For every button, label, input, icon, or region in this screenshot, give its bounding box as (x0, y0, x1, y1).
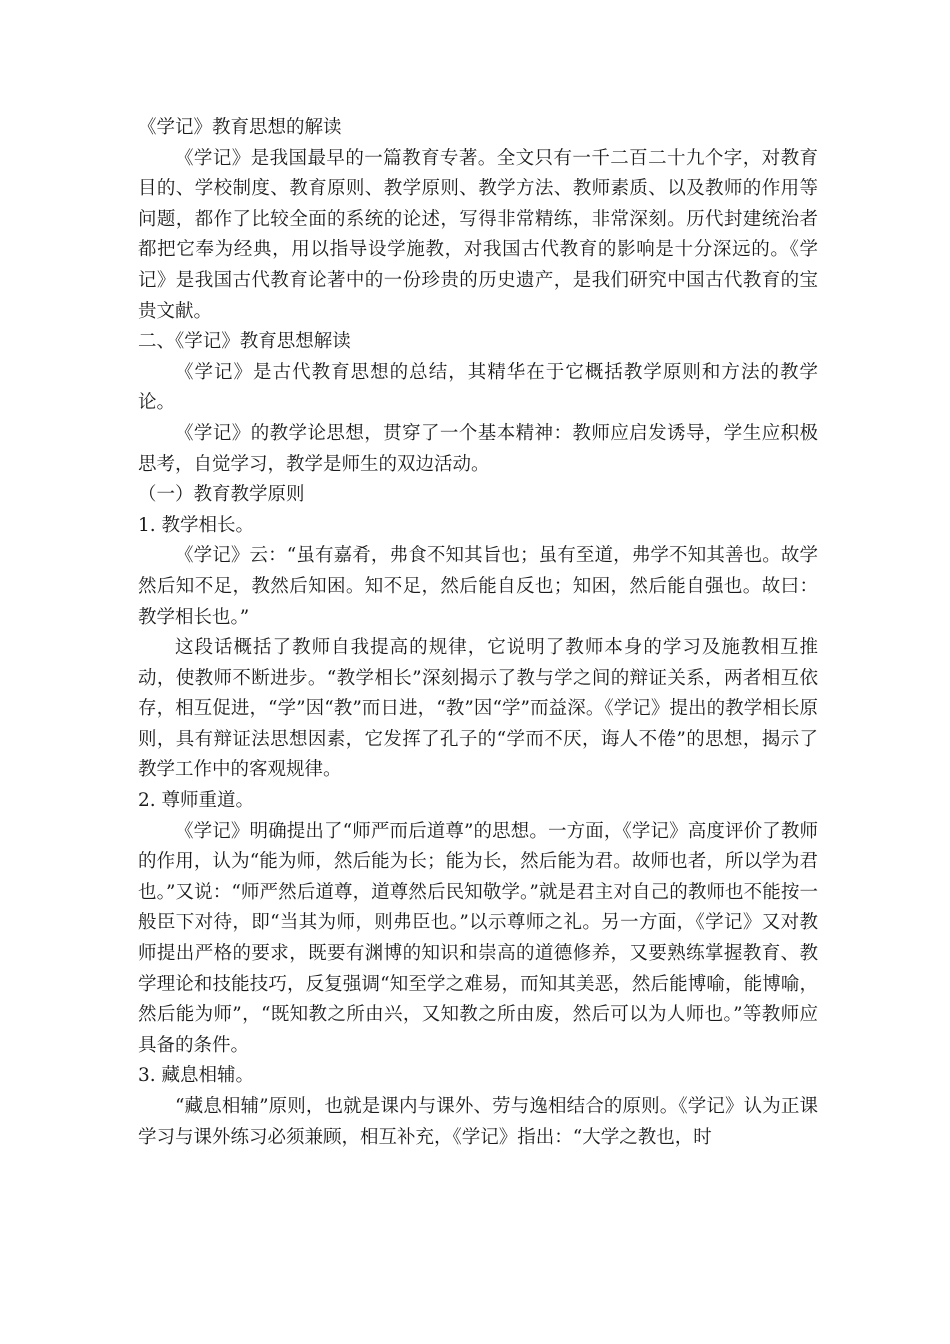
item-heading-1: 1. 教学相长。 (138, 514, 255, 536)
subsection-heading-principles: （一）教育教学原则 (138, 484, 305, 506)
item-heading-2: 2. 尊师重道。 (138, 790, 255, 812)
paragraph-quote-1: 《学记》云：“虽有嘉肴，弗食不知其旨也；虽有至道，弗学不知其善也。故学然后知不足，教然后知困。知不足，然后能自反也；知困，然后能自强也。故曰：教学相长也。” (138, 545, 818, 628)
paragraph-spirit: 《学记》的教学论思想，贯穿了一个基本精神：教师应启发诱导，学生应积极思考，自觉学习，教学是师生的双边活动。 (138, 422, 818, 475)
item-heading-3: 3. 藏息相辅。 (138, 1065, 255, 1087)
paragraph-summary: 《学记》是古代教育思想的总结，其精华在于它概括教学原则和方法的教学论。 (138, 361, 818, 414)
document-title: 《学记》教育思想的解读 (138, 117, 342, 138)
document-body (138, 113, 818, 1153)
section-heading-2: 二、《学记》教育思想解读 (138, 331, 351, 353)
paragraph-intro: 《学记》是我国最早的一篇教育专著。全文只有一千二百二十九个字，对教育目的、学校制度、教育原则、教学原则、教学方法、教师素质、以及教师的作用等问题，都作了比较全面的系统的论述，写得非常精练，非常深刻。历代封建统治者都把它奉为经典，用以指导设学施教，对我国古代教育的影响是十分深远的。《学记》是我国古代教育论著中的一份珍贵的历史遗产，是我们研究中国古代教育的宝贵文献。 (138, 147, 818, 322)
paragraph-explanation-3: “藏息相辅”原则，也就是课内与课外、劳与逸相结合的原则。《学记》认为正课学习与课外练习必须兼顾，相互补充，《学记》指出：“大学之教也，时 (138, 1096, 818, 1148)
paragraph-explanation-2: 《学记》明确提出了“师严而后道尊”的思想。一方面，《学记》高度评价了教师的作用，认为“能为师，然后能为长；能为长，然后能为君。故师也者，所以学为君也。”又说：“师严然后道尊，道尊然后民知敬学。”就是君主对自己的教师也不能按一般臣下对待，即“当其为师，则弗臣也。”以示尊师之礼。另一方面，《学记》又对教师提出严格的要求，既要有渊博的知识和崇高的道德修养，又要熟练掌握教育、教学理论和技能技巧，反复强调“知至学之难易，而知其美恶，然后能博喻，能博喻，然后能为师”，“既知教之所由兴，又知教之所由废，然后可以为人师也。”等教师应具备的条件。 (138, 820, 818, 1056)
paragraph-explanation-1: 这段话概括了教师自我提高的规律，它说明了教师本身的学习及施教相互推动，使教师不断进步。“教学相长”深刻揭示了教与学之间的辩证关系，两者相互依存，相互促进，“学”因“教”而日进，“教”因“学”而益深。《学记》提出的教学相长原则，具有辩证法思想因素，它发挥了孔子的“学而不厌，诲人不倦”的思想，揭示了教学工作中的客观规律。 (138, 637, 818, 781)
